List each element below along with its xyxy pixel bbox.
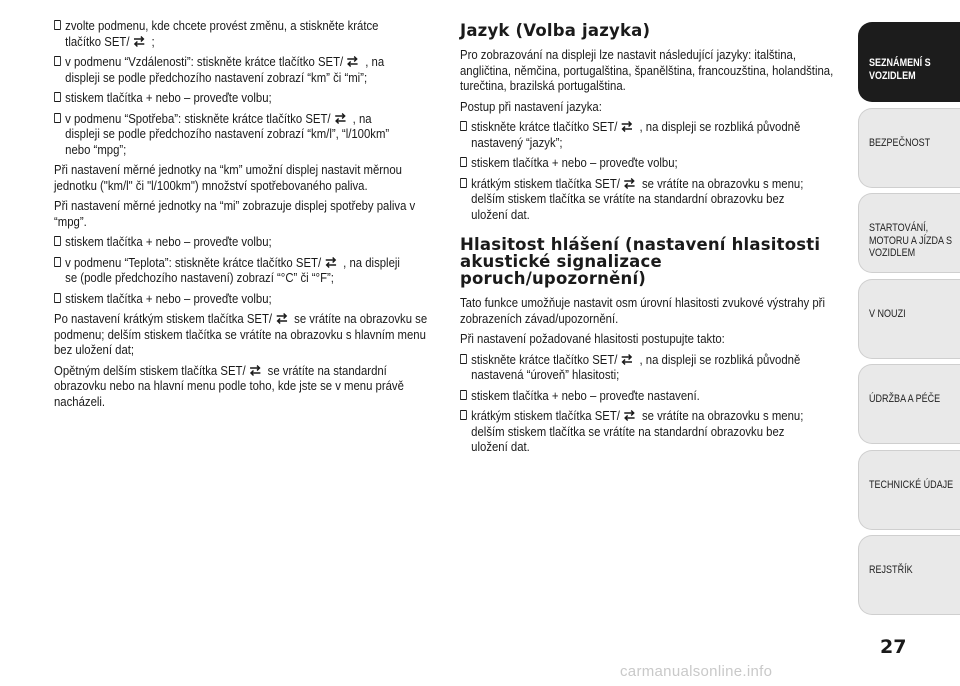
paragraph-language-procedure: Postup při nastavení jazyka: — [460, 98, 602, 114]
paragraph-volume-levels: Tato funkce umožňuje nastavit osm úrovní hlasitosti zvukové výstrahy při zobrazeních závad/upozornění. — [460, 295, 825, 326]
set-return-arrow-icon — [332, 113, 347, 124]
bullet-box-icon — [54, 56, 61, 66]
set-return-arrow-icon — [247, 365, 262, 376]
paragraph-km-unit: Při nastavení měrné jednotky na “km” umožní displej nastavit měrnou jednotku ("km/l" či "l/100km") množství spotřebovaného paliva. — [54, 162, 402, 193]
bullet-volume-choose: stiskem tlačítka + nebo – proveďte nastavení. — [460, 388, 843, 404]
chapter-tabs — [858, 22, 960, 621]
tab-label: SEZNÁMENÍ S VOZIDLEM — [869, 57, 931, 82]
bullet-box-icon — [460, 157, 467, 167]
tab-label: ÚDRŽBA A PÉČE — [869, 393, 941, 405]
tab-label: TECHNICKÉ ÚDAJE — [869, 478, 954, 491]
tab-bezpecnost[interactable] — [858, 108, 960, 188]
set-return-arrow-icon — [345, 56, 360, 67]
bullet-consumption-submenu: v podmenu “Spotřeba”: stiskněte krátce tlačítko SET/ , na displeji se podle předchozího nastavení zobrazí “km/l”, “l/100km” nebo “mpg”; — [54, 111, 437, 158]
bullet-volume-return: krátkým stiskem tlačítka SET/ se vrátíte na obrazovku s menu; delším stiskem tlačítka se vrátíte na standardní obrazovku bez uložení dat. — [460, 408, 843, 455]
bullet-box-icon — [54, 257, 61, 267]
bullet-box-icon — [54, 293, 61, 303]
paragraph-languages: Pro zobrazování na displeji lze nastavit následující jazyky: italština, angličtina, němčina, portugalština, španělština, francouzština, holandština, turečtina, brazilská portugalština. — [460, 47, 834, 93]
bullet-choose-1: stiskem tlačítka + nebo – proveďte volbu; — [54, 90, 437, 106]
set-return-arrow-icon — [131, 36, 146, 47]
bullet-submenu-select: zvolte podmenu, kde chcete provést změnu, a stiskněte krátce tlačítko SET/ ; — [54, 18, 437, 49]
set-return-arrow-icon — [619, 354, 634, 365]
heading-volume: Hlasitost hlášení (nastavení hlasitosti akustické signalizace poruch/upozornění) — [460, 235, 821, 288]
bullet-language-press: stiskněte krátce tlačítko SET/ , na displeji se rozbliká původně nastavený “jazyk”; — [460, 119, 843, 150]
bullet-box-icon — [460, 354, 467, 364]
heading-language: Jazyk (Volba jazyka) — [460, 21, 651, 40]
bullet-volume-press: stiskněte krátce tlačítko SET/ , na displeji se rozbliká původně nastavená “úroveň” hlasitosti; — [460, 352, 843, 383]
set-return-arrow-icon — [323, 257, 338, 268]
bullet-distance-submenu: v podmenu “Vzdálenosti”: stiskněte krátce tlačítko SET/ , na displeji se podle předchozího nastavení zobrazí “km” či “mi”; — [54, 54, 437, 85]
bullet-language-choose: stiskem tlačítka + nebo – proveďte volbu; — [460, 155, 843, 171]
tab-technicke-udaje[interactable] — [858, 450, 960, 530]
bullet-box-icon — [460, 178, 467, 188]
set-return-arrow-icon — [619, 121, 634, 132]
tab-v-nouzi[interactable] — [858, 279, 960, 359]
tab-label: V NOUZI — [869, 307, 906, 320]
bullet-language-return: krátkým stiskem tlačítka SET/ se vrátíte na obrazovku s menu; delším stiskem tlačítka se vrátíte na standardní obrazovku bez uložení dat. — [460, 176, 843, 223]
tab-label: BEZPEČNOST — [869, 136, 931, 149]
paragraph-mi-unit: Při nastavení měrné jednotky na “mi” zobrazuje displej spotřeby paliva v “mpg”. — [54, 198, 416, 229]
set-return-arrow-icon — [622, 410, 637, 421]
bullet-box-icon — [54, 236, 61, 246]
tab-udrzba-a-pece[interactable] — [858, 364, 960, 444]
set-return-arrow-icon — [274, 313, 289, 324]
bullet-choose-3: stiskem tlačítka + nebo – proveďte volbu; — [54, 291, 437, 307]
tab-label: STARTOVÁNÍ, MOTORU A JÍZDA S VOZIDLEM — [869, 222, 953, 259]
bullet-choose-2: stiskem tlačítka + nebo – proveďte volbu; — [54, 234, 437, 250]
page-number: 27 — [880, 636, 907, 658]
watermark: carmanualsonline.info — [620, 663, 773, 680]
right-column — [460, 18, 844, 460]
bullet-box-icon — [460, 410, 467, 420]
bullet-box-icon — [54, 92, 61, 102]
bullet-box-icon — [460, 121, 467, 131]
paragraph-volume-procedure: Při nastavení požadované hlasitosti postupujte takto: — [460, 331, 725, 346]
tab-seznameni-s-vozidlem[interactable] — [858, 22, 960, 102]
bullet-temperature-submenu: v podmenu “Teplota”: stiskněte krátce tlačítko SET/ , na displeji se (podle předchozího nastavení) zobrazí “°C” či “°F”; — [54, 255, 437, 286]
bullet-box-icon — [460, 390, 467, 400]
tab-label: REJSTŘÍK — [869, 564, 913, 576]
bullet-box-icon — [54, 113, 61, 123]
tab-rejstrik[interactable] — [858, 535, 960, 615]
left-column — [54, 18, 438, 414]
set-return-arrow-icon — [622, 178, 637, 189]
bullet-box-icon — [54, 20, 61, 30]
tab-startovani[interactable] — [858, 193, 960, 273]
paragraph-long-press: Opětným delším stiskem tlačítka SET/ se vrátíte na standardní obrazovku nebo na hlavní menu podle toho, kde jste se v menu právě nacházeli. — [54, 362, 404, 409]
paragraph-after-setting: Po nastavení krátkým stiskem tlačítka SET/ se vrátíte na obrazovku se podmenu; delším stiskem tlačítka se vrátíte na obrazovku s hlavním menu bez uložení dat; — [54, 311, 428, 357]
